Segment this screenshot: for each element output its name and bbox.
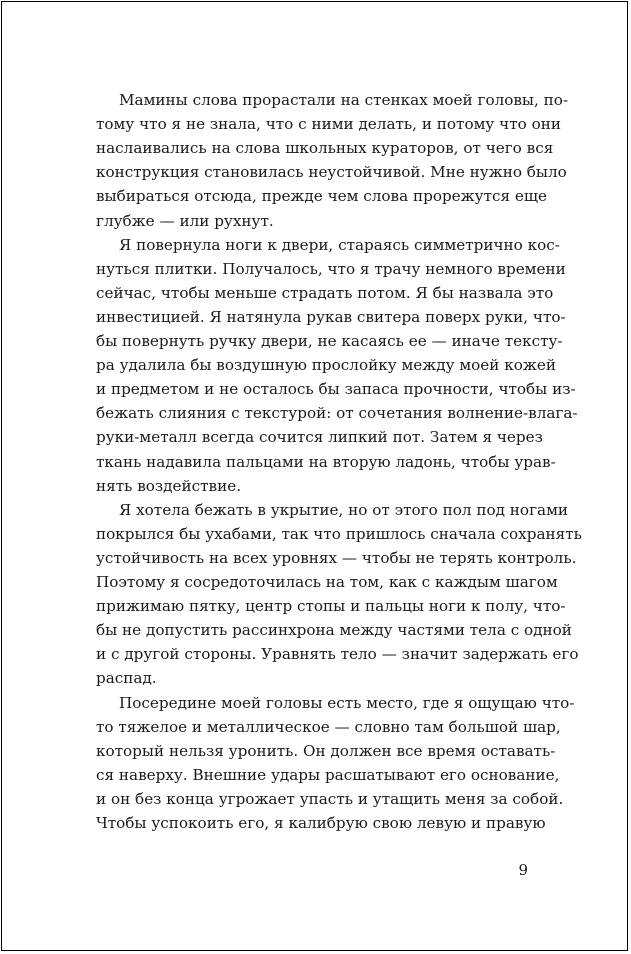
text-line: бы повернуть ручку двери, не касаясь ее — иначе тексту-: [96, 332, 563, 350]
page-number: 9: [518, 861, 528, 879]
text-line: нуться плитки. Получалось, что я трачу немного времени: [96, 259, 566, 278]
text-line: Чтобы успокоить его, я калибрую свою левую и правую: [96, 814, 546, 832]
text-line: бы не допустить рассинхрона между частями тела с одной: [96, 621, 572, 640]
text-line: наслаивались на слова школьных кураторов, от чего вся: [96, 139, 554, 158]
text-line: выбираться отсюда, прежде чем слова прорежутся еще: [96, 187, 547, 206]
text-line: конструкция становилась неустойчивой. Мне нужно было: [96, 163, 567, 182]
text-line: ся наверху. Внешние удары расшатывают его основание,: [96, 765, 560, 784]
text-line: и он без конца угрожает упасть и утащить меня за собой.: [96, 789, 564, 808]
text-line: Посередине моей головы есть место, где я ощущаю что-: [119, 693, 575, 712]
text-line: глубже — или рухнут.: [96, 211, 274, 230]
text-line: и с другой стороны. Уравнять тело — значит задержать его: [96, 645, 579, 664]
text-line: инвестицией. Я натянула рукав свитера поверх руки, что-: [96, 307, 566, 326]
text-line: тому что я не знала, что с ними делать, и потому что они: [96, 115, 561, 134]
text-line: нять воздействие.: [96, 476, 242, 495]
text-line: и предметом и не осталось бы запаса прочности, чтобы из-: [96, 380, 576, 399]
text-line: прижимаю пятку, центр стопы и пальцы ноги к полу, что-: [96, 597, 566, 616]
text-line: Я хотела бежать в укрытие, но от этого пол под ногами: [119, 500, 569, 519]
text-line: распад.: [96, 669, 157, 688]
text-line: устойчивость на всех уровнях — чтобы не терять контроль.: [96, 548, 577, 567]
text-line: Поэтому я сосредоточилась на том, как с каждым шагом: [96, 573, 558, 591]
text-line: который нельзя уронить. Он должен все время оставать-: [96, 741, 556, 760]
text-line: руки-металл всегда сочится липкий пот. Затем я через: [96, 428, 543, 447]
text-line: ра удалила бы воздушную прослойку между моей кожей: [96, 356, 556, 375]
text-line: Я повернула ноги к двери, стараясь симметрично кос-: [119, 235, 560, 254]
text-line: покрылся бы ухабами, так что пришлось сначала сохранять: [96, 524, 582, 543]
text-line: бежать слияния с текстурой: от сочетания волнение-влага-: [96, 404, 578, 423]
text-line: то тяжелое и металлическое — словно там большой шар,: [96, 717, 561, 736]
text-line: ткань надавила пальцами на вторую ладонь, чтобы урав-: [96, 452, 556, 471]
text-line: Мамины слова прорастали на стенках моей головы, по-: [119, 91, 569, 109]
text-line: сейчас, чтобы меньше страдать потом. Я бы назвала это: [96, 283, 554, 302]
